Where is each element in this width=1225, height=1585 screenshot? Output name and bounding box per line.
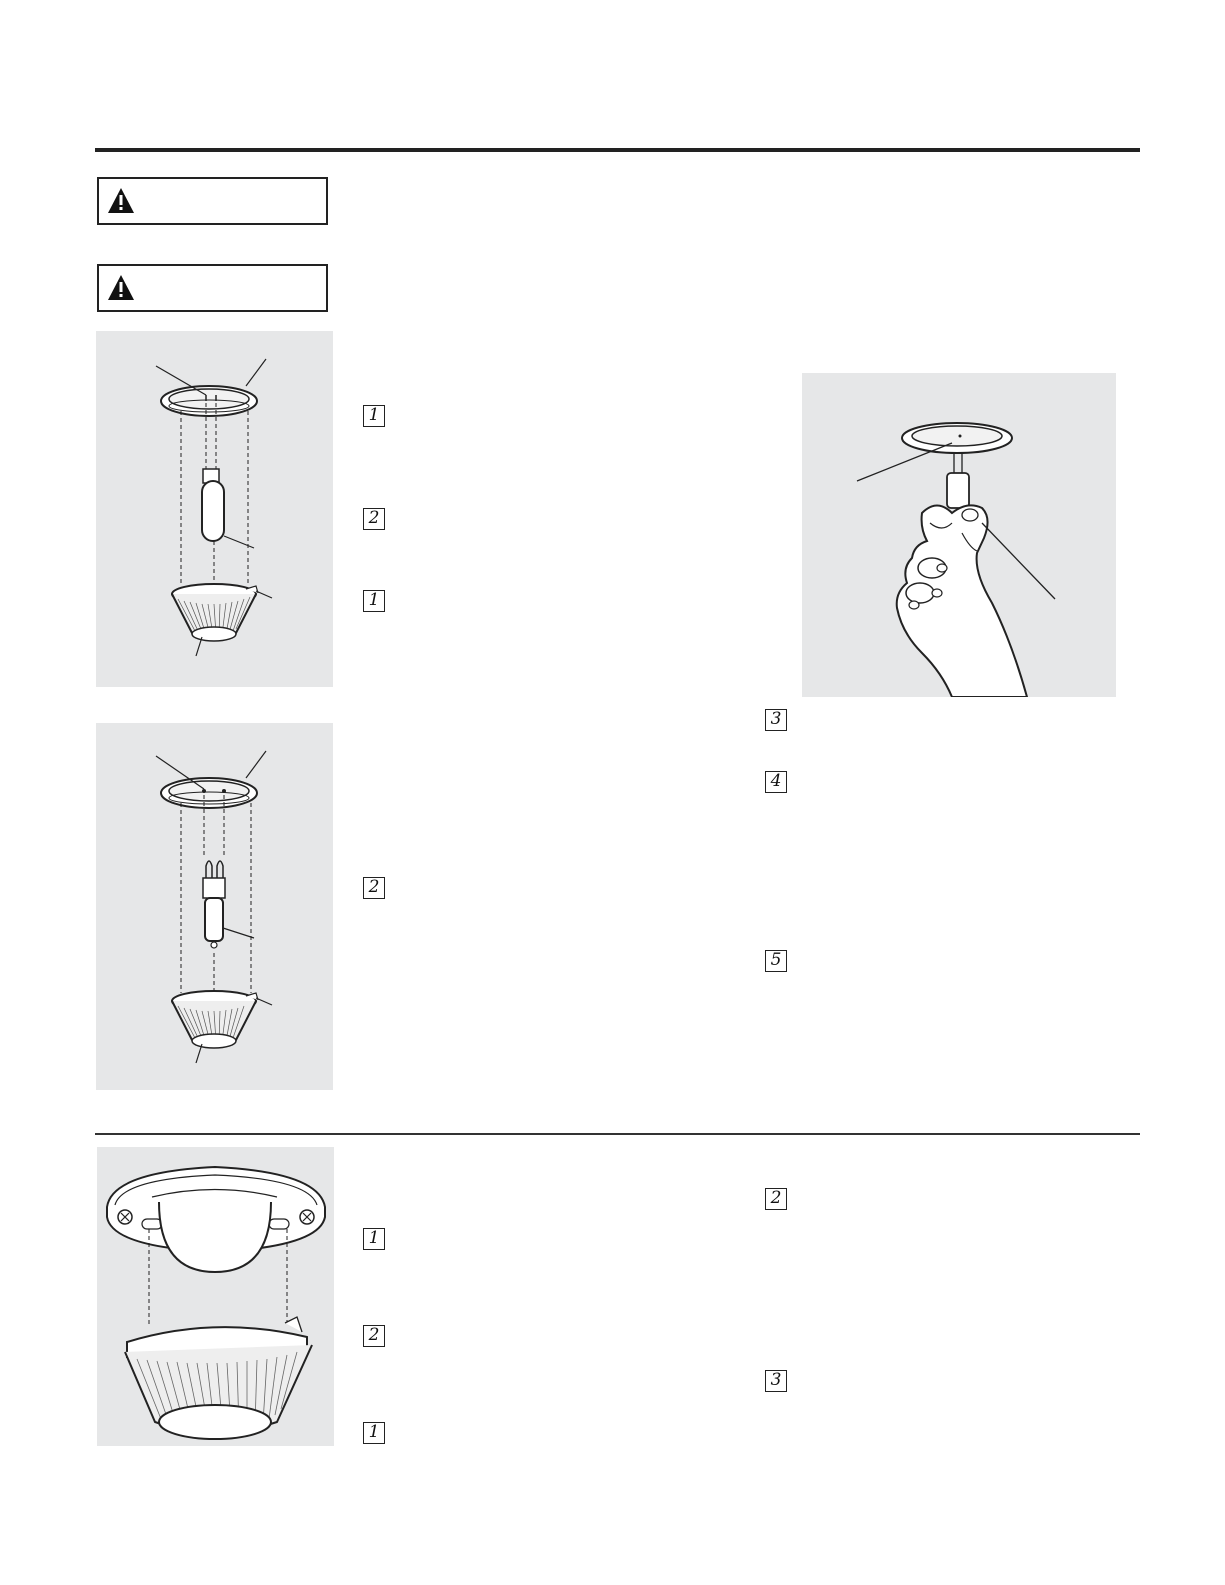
bulb-diagram-panel-2 <box>96 723 333 1090</box>
step-number-box: 2 <box>765 1188 787 1210</box>
light-cover-diagram <box>97 1147 334 1446</box>
warning-triangle-icon <box>107 274 135 302</box>
light-cover-panel <box>97 1147 334 1446</box>
step-number-box: 1 <box>363 590 385 612</box>
bulb-insert-hand-panel <box>802 373 1116 697</box>
halogen-bulb-loop-diagram <box>96 723 333 1090</box>
step-number-box: 2 <box>363 877 385 899</box>
step-number-box: 5 <box>765 950 787 972</box>
step-number-box: 3 <box>765 1370 787 1392</box>
step-number-box: 1 <box>363 405 385 427</box>
halogen-bulb-diagram <box>96 331 333 687</box>
warning-box <box>97 264 328 312</box>
top-rule <box>95 148 1140 152</box>
step-number-box: 3 <box>765 709 787 731</box>
step-number-box: 2 <box>363 1325 385 1347</box>
step-number-box: 4 <box>765 771 787 793</box>
bulb-diagram-panel-1 <box>96 331 333 687</box>
section-divider <box>95 1133 1140 1135</box>
warning-triangle-icon <box>107 187 135 215</box>
warning-box <box>97 177 328 225</box>
step-number-box: 1 <box>363 1228 385 1250</box>
step-number-box: 1 <box>363 1422 385 1444</box>
step-number-box: 2 <box>363 508 385 530</box>
hand-inserting-bulb-illustration <box>802 373 1116 697</box>
